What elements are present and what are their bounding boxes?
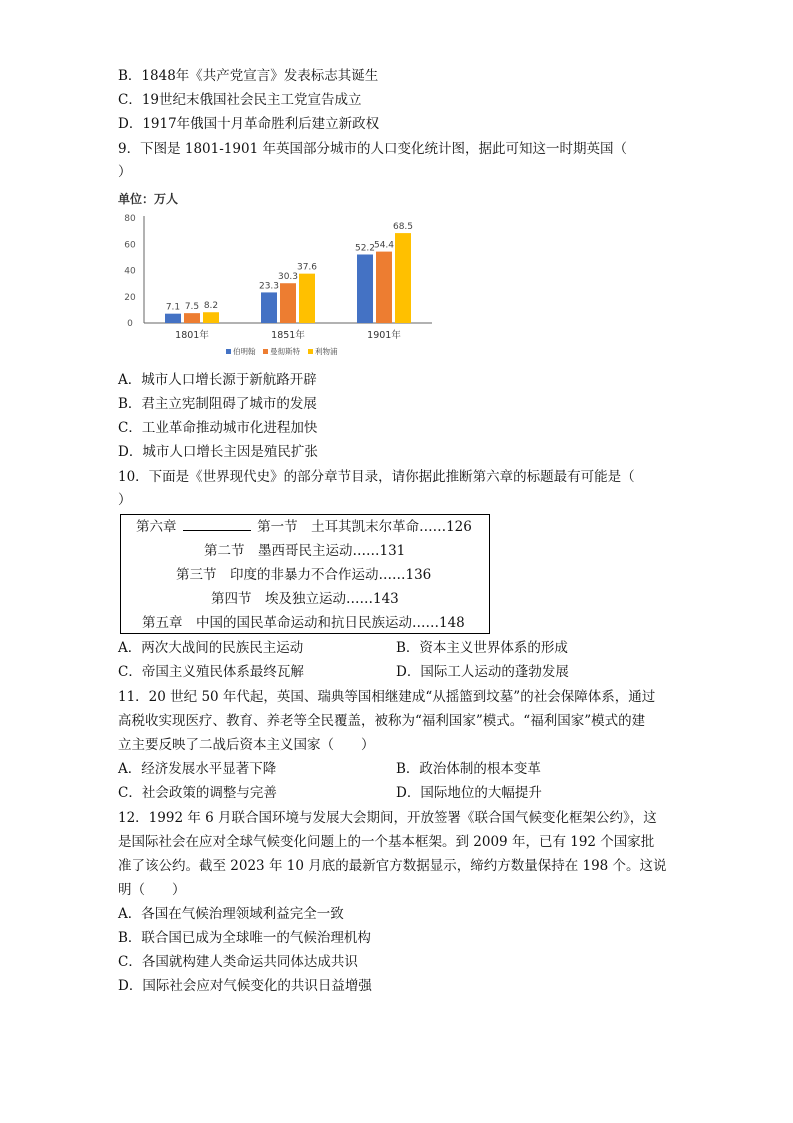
q12-stem-line1: 12．1992 年 6 月联合国环境与发展大会期间，开放签署《联合国气候变化框架公约》，这	[118, 810, 657, 826]
population-bar-chart	[118, 188, 448, 368]
bar	[203, 312, 219, 323]
toc-row-1	[136, 518, 472, 536]
toc-chapter6-label: 第六章	[136, 519, 177, 535]
q10-option-c: C．帝国主义殖民体系最终瓦解	[118, 664, 304, 680]
q9-option-b: B．君主立宪制阻碍了城市的发展	[118, 396, 317, 412]
y-tick-label: 60	[124, 240, 136, 251]
legend-label: 曼彻斯特	[270, 347, 300, 356]
prev-option-b: B．1848年《共产党宣言》发表标志其诞生	[118, 68, 379, 84]
q12-option-c: C．各国就构建人类命运共同体达成共识	[118, 954, 358, 970]
bar	[184, 313, 200, 323]
q12-stem-line3: 准了该公约。截至 2023 年 10 月底的最新官方数据显示，缔约方数量保持在 198 个。这说	[118, 858, 667, 874]
bar-value-label: 23.3	[258, 281, 280, 292]
q11-option-d: D．国际地位的大幅提升	[396, 785, 542, 801]
q9-option-a: A．城市人口增长源于新航路开辟	[118, 372, 317, 388]
table-of-contents-box	[120, 514, 490, 634]
q10-option-a: A．两次大战间的民族民主运动	[118, 640, 304, 656]
x-tick-label: 1901年	[367, 330, 401, 341]
toc-section1: 第一节 土耳其凯末尔革命……126	[257, 519, 472, 535]
bar-value-label: 8.2	[203, 301, 219, 312]
q11-option-b: B．政治体制的根本变革	[396, 761, 541, 777]
bar	[165, 314, 181, 323]
y-tick-label: 40	[124, 266, 136, 277]
q10-stem-line2: ）	[118, 492, 132, 508]
y-axis-ticks	[124, 214, 136, 329]
prev-option-c: C．19世纪末俄国社会民主工党宣告成立	[118, 92, 362, 108]
bar	[395, 233, 411, 323]
bar	[299, 274, 315, 323]
bar	[261, 292, 277, 323]
chart-unit-label: 单位：万人	[118, 192, 179, 206]
bar	[376, 252, 392, 323]
bar	[280, 283, 296, 323]
bar-value-label: 54.4	[373, 240, 395, 251]
q9-option-d: D．城市人口增长主因是殖民扩张	[118, 444, 318, 460]
q10-option-d: D．国际工人运动的蓬勃发展	[396, 664, 569, 680]
q9-stem-line2: ）	[118, 164, 132, 180]
x-tick-label: 1851年	[271, 330, 305, 341]
legend-swatch	[226, 349, 231, 354]
toc-section5: 第五章 中国的国民革命运动和抗日民族运动……148	[142, 615, 465, 631]
legend-label: 利物浦	[315, 347, 338, 356]
x-tick-label: 1801年	[175, 330, 209, 341]
bar-value-label: 68.5	[392, 222, 414, 233]
q12-option-b: B．联合国已成为全球唯一的气候治理机构	[118, 930, 371, 946]
x-axis-labels	[175, 329, 401, 341]
toc-section2: 第二节 墨西哥民主运动……131	[204, 543, 406, 559]
q9-option-c: C．工业革命推动城市化进程加快	[118, 420, 318, 436]
q11-stem-line2: 高税收实现医疗、教育、养老等全民覆盖，被称为“福利国家”模式。“福利国家”模式的建	[118, 713, 646, 729]
legend-label: 伯明翰	[233, 347, 256, 356]
toc-blank	[183, 518, 251, 531]
y-tick-label: 0	[127, 319, 133, 329]
y-tick-label: 20	[124, 292, 136, 303]
y-tick-label: 80	[124, 214, 136, 224]
q12-option-d: D．国际社会应对气候变化的共识日益增强	[118, 978, 372, 994]
q10-option-b: B．资本主义世界体系的形成	[396, 640, 568, 656]
prev-option-d: D．1917年俄国十月革命胜利后建立新政权	[118, 116, 380, 132]
q11-option-a: A．经济发展水平显著下降	[118, 761, 277, 777]
q10-stem-line1: 10．下面是《世界现代史》的部分章节目录，请你据此推断第六章的标题最有可能是（	[118, 469, 635, 485]
bar-value-label: 37.6	[296, 262, 318, 273]
chart-bars	[165, 222, 413, 323]
bar-value-label: 52.2	[354, 243, 376, 254]
bar-value-label: 7.5	[184, 302, 200, 313]
q9-stem-line1: 9．下图是 1801-1901 年英国部分城市的人口变化统计图，据此可知这一时期英国（	[118, 141, 627, 157]
q12-option-a: A．各国在气候治理领域利益完全一致	[118, 906, 344, 922]
legend-swatch	[263, 349, 268, 354]
q12-stem-line4: 明（ ）	[118, 882, 186, 898]
q11-option-c: C．社会政策的调整与完善	[118, 785, 277, 801]
toc-section4: 第四节 埃及独立运动……143	[211, 591, 399, 607]
bar-value-label: 30.3	[277, 272, 299, 283]
q12-stem-line2: 是国际社会在应对全球气候变化问题上的一个基本框架。到 2009 年，已有 192 个国家批	[118, 834, 655, 850]
toc-section3: 第三节 印度的非暴力不合作运动……136	[176, 567, 432, 583]
bar-value-label: 7.1	[165, 302, 181, 313]
q11-stem-line3: 立主要反映了二战后资本主义国家（ ）	[118, 737, 375, 753]
legend-swatch	[308, 349, 313, 354]
bar	[357, 254, 373, 323]
q11-stem-line1: 11．20 世纪 50 年代起，英国、瑞典等国相继建成“从摇篮到坟墓”的社会保障体系，通过	[118, 689, 656, 705]
chart-legend	[226, 346, 338, 356]
